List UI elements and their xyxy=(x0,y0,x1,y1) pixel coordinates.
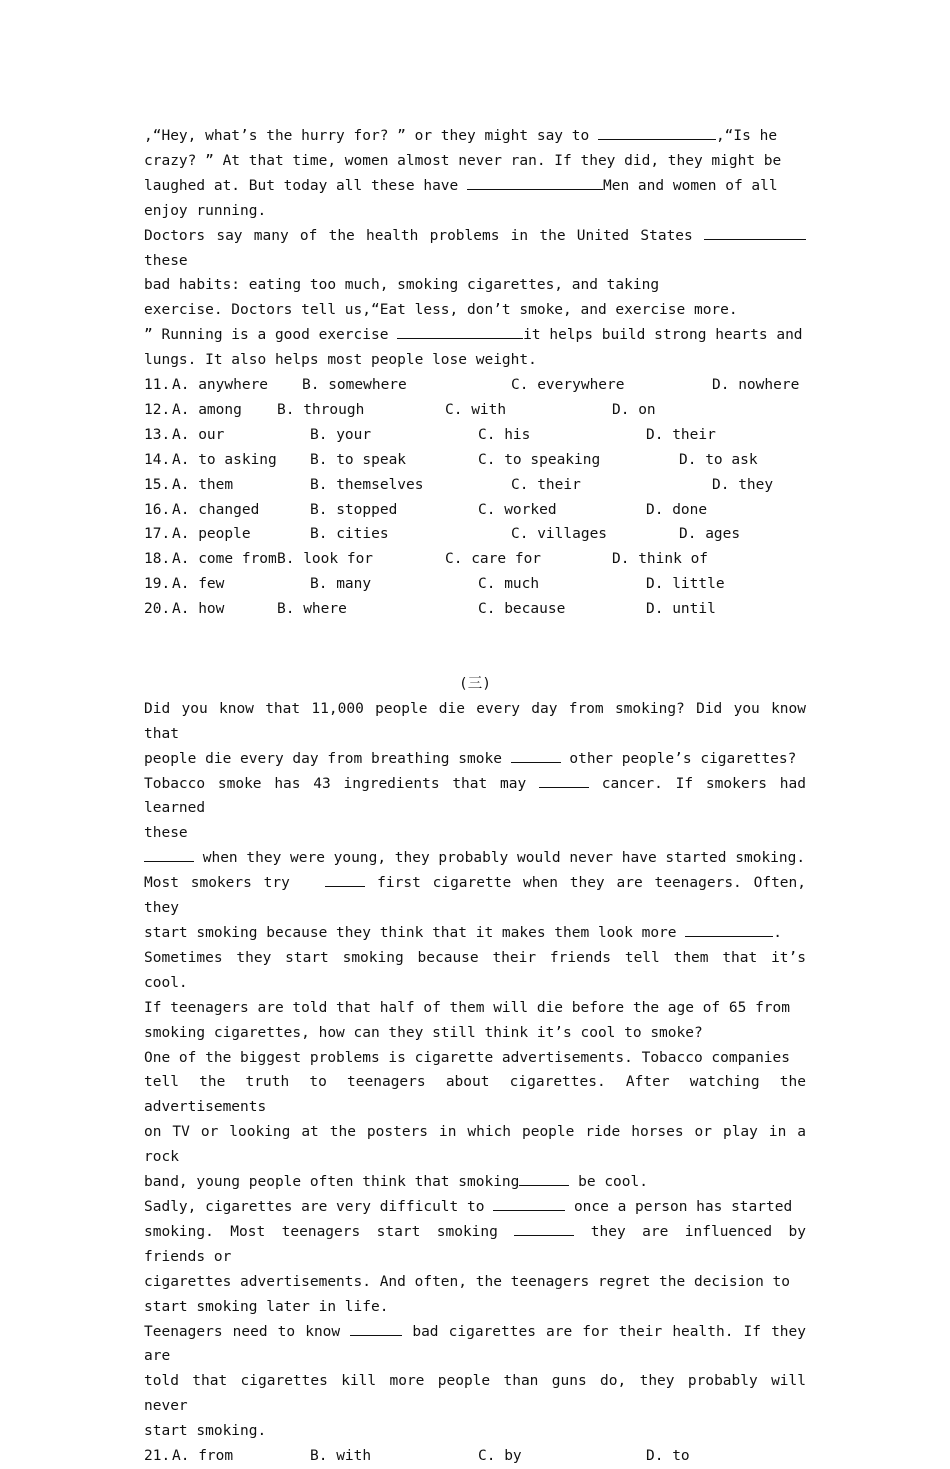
passage-3 xyxy=(144,697,806,1444)
text-line: when they were young, they probably would never have started smoking. xyxy=(144,846,806,871)
question-row: 17. A. people B. cities C. villages D. ages xyxy=(144,526,741,543)
blank[interactable] xyxy=(511,747,561,763)
text-line: Sometimes they start smoking because their friends tell them that it’s cool. xyxy=(144,949,806,991)
question-row: 20. A. how B. where C. because D. until xyxy=(144,601,716,618)
text-line: these xyxy=(144,825,188,842)
text-line: bad habits: eating too much, smoking cigarettes, and taking xyxy=(144,277,660,294)
text-line: crazy? ” At that time, women almost never ran. If they did, they might be xyxy=(144,152,782,169)
text-line: ,“Hey, what’s the hurry for? ” or they might say to ,“Is he xyxy=(144,124,806,149)
blank[interactable] xyxy=(704,224,806,240)
blank[interactable] xyxy=(598,124,716,140)
text-line: Most smokers try first cigarette when they are teenagers. Often, they xyxy=(144,871,806,921)
options-list-3 xyxy=(144,1444,806,1469)
blank[interactable] xyxy=(467,174,603,190)
question-row: 21. A. from B. with C. by D. to xyxy=(144,1448,690,1465)
question-row: 12. A. among B. through C. with D. on xyxy=(144,401,656,418)
text-line: Did you know that 11,000 people die every day from smoking? Did you know that xyxy=(144,700,806,742)
text-line: start smoking. xyxy=(144,1423,267,1440)
text-line: laughed at. But today all these have Men and women of all xyxy=(144,174,806,199)
question-row: 11. A. anywhere B. somewhere C. everywhere D. nowhere xyxy=(144,377,800,394)
blank[interactable] xyxy=(514,1220,574,1236)
text-line: people die every day from breathing smoke other people’s cigarettes? xyxy=(144,747,806,772)
text-line: Teenagers need to know bad cigarettes are for their health. If they are xyxy=(144,1320,806,1370)
options-list-2 xyxy=(144,373,806,622)
text-line: enjoy running. xyxy=(144,202,267,219)
text-line: exercise. Doctors tell us,“Eat less, don’t smoke, and exercise more. xyxy=(144,302,738,319)
text-line: start smoking later in life. xyxy=(144,1298,389,1315)
question-row: 19. A. few B. many C. much D. little xyxy=(144,576,725,593)
blank[interactable] xyxy=(539,772,589,788)
blank[interactable] xyxy=(397,323,523,339)
question-row: 16. A. changed B. stopped C. worked D. done xyxy=(144,501,708,518)
blank[interactable] xyxy=(144,846,194,862)
blank[interactable] xyxy=(685,921,773,937)
question-row: 13. A. our B. your C. his D. their xyxy=(144,426,716,443)
question-row: 14. A. to asking B. to speak C. to speaking D. to ask xyxy=(144,451,758,468)
text-line: tell the truth to teenagers about cigarettes. After watching the advertisements xyxy=(144,1074,806,1116)
text-line: on TV or looking at the posters in which people ride horses or play in a rock xyxy=(144,1124,806,1166)
text-line: smoking. Most teenagers start smoking they are influenced by friends or xyxy=(144,1220,806,1270)
text-line: told that cigarettes kill more people than guns do, they probably will never xyxy=(144,1373,806,1415)
text-line: start smoking because they think that it makes them look more . xyxy=(144,921,806,946)
blank[interactable] xyxy=(325,871,365,887)
question-row: 15. A. them B. themselves C. their D. they xyxy=(144,476,774,493)
text-line: Sadly, cigarettes are very difficult to once a person has started xyxy=(144,1195,806,1220)
text-line: Tobacco smoke has 43 ingredients that may cancer. If smokers had learned xyxy=(144,772,806,822)
text-line: cigarettes advertisements. And often, the teenagers regret the decision to xyxy=(144,1273,791,1290)
text-line: band, young people often think that smoking be cool. xyxy=(144,1170,806,1195)
blank[interactable] xyxy=(350,1320,402,1336)
text-line: If teenagers are told that half of them will die before the age of 65 from xyxy=(144,999,791,1016)
text-line: Doctors say many of the health problems in the United States these xyxy=(144,224,806,274)
question-row: 18. A. come from B. look for C. care for D. think of xyxy=(144,551,709,568)
text-line: ” Running is a good exercise it helps build strong hearts and xyxy=(144,323,806,348)
text-line: One of the biggest problems is cigarette advertisements. Tobacco companies xyxy=(144,1049,791,1066)
text-line: lungs. It also helps most people lose weight. xyxy=(144,352,537,369)
blank[interactable] xyxy=(493,1195,565,1211)
blank[interactable] xyxy=(519,1170,569,1186)
text-line: smoking cigarettes, how can they still think it’s cool to smoke? xyxy=(144,1024,703,1041)
passage-2 xyxy=(144,124,806,373)
section-title: (三) xyxy=(459,675,491,692)
document-page xyxy=(144,124,806,1469)
